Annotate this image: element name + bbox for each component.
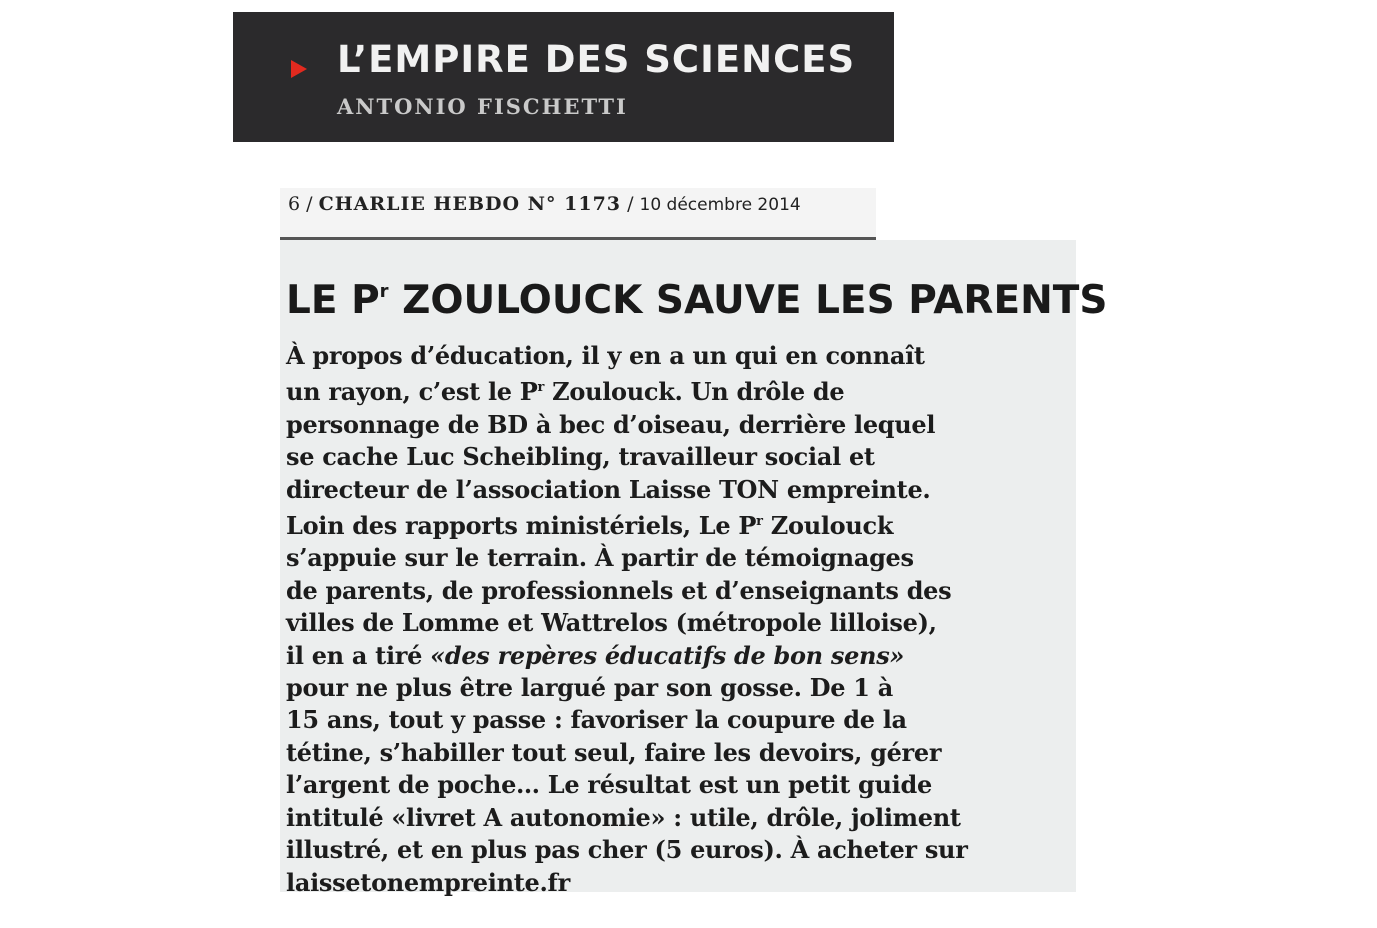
folio-text [288,193,801,215]
body-text: un rayon, c’est le P [286,377,538,407]
folio-publication: CHARLIE HEBDO N° 1173 [318,193,622,215]
folio-separator: / [300,193,319,215]
rubric-title: L’EMPIRE DES SCIENCES [337,38,856,81]
body-line: pour ne plus être largué par son gosse. De 1 à [286,673,894,703]
body-line [286,506,1076,542]
body-line [286,640,1076,672]
body-line: directeur de l’association Laisse TON empreinte. [286,474,931,504]
body-quote: «des repères éducatifs de bon sens» [430,640,905,670]
body-text: Zoulouck. Un drôle de [544,377,845,407]
body-line: se cache Luc Scheibling, travailleur social et [286,442,875,472]
folio-separator: / [621,193,640,215]
body-text: il en a tiré [286,640,431,670]
body-line: illustré, et en plus pas cher (5 euros). À acheter sur [286,835,968,865]
body-superscript: r [756,514,763,530]
body-superscript: r [537,380,545,396]
body-text: Loin des rapports ministériels, Le P [286,511,757,541]
body-line: 15 ans, tout y passe : favoriser la coupure de la [286,705,907,735]
page-folio [280,188,876,240]
headline-text: LE P [286,278,380,323]
rubric-banner [233,12,894,142]
article-clipping [280,240,1108,897]
folio-date: 10 décembre 2014 [639,195,801,215]
body-line: de parents, de professionnels et d’enseignants des [286,575,952,605]
article-headline [286,278,1107,323]
article-body [286,340,1076,899]
body-line: intitulé «livret A autonomie» : utile, drôle, joliment [286,802,961,832]
rubric-author: ANTONIO FISCHETTI [337,94,628,119]
body-line: personnage de BD à bec d’oiseau, derrière lequel [286,409,936,439]
body-line: tétine, s’habiller tout seul, faire les devoirs, gérer [286,737,942,767]
folio-page-number: 6 [288,193,301,215]
body-line [286,372,1076,408]
play-triangle-icon [291,60,307,78]
headline-superscript: r [379,281,389,302]
body-line: s’appuie sur le terrain. À partir de témoignages [286,543,914,573]
body-line: laissetonempreinte.fr [286,867,570,897]
body-line: l’argent de poche… Le résultat est un petit guide [286,770,932,800]
body-line: À propos d’éducation, il y en a un qui en connaît [286,341,925,370]
body-line: villes de Lomme et Wattrelos (métropole lilloise), [286,608,937,638]
headline-text: ZOULOUCK SAUVE LES PARENTS [388,278,1108,323]
body-text: Zoulouck [762,511,894,541]
